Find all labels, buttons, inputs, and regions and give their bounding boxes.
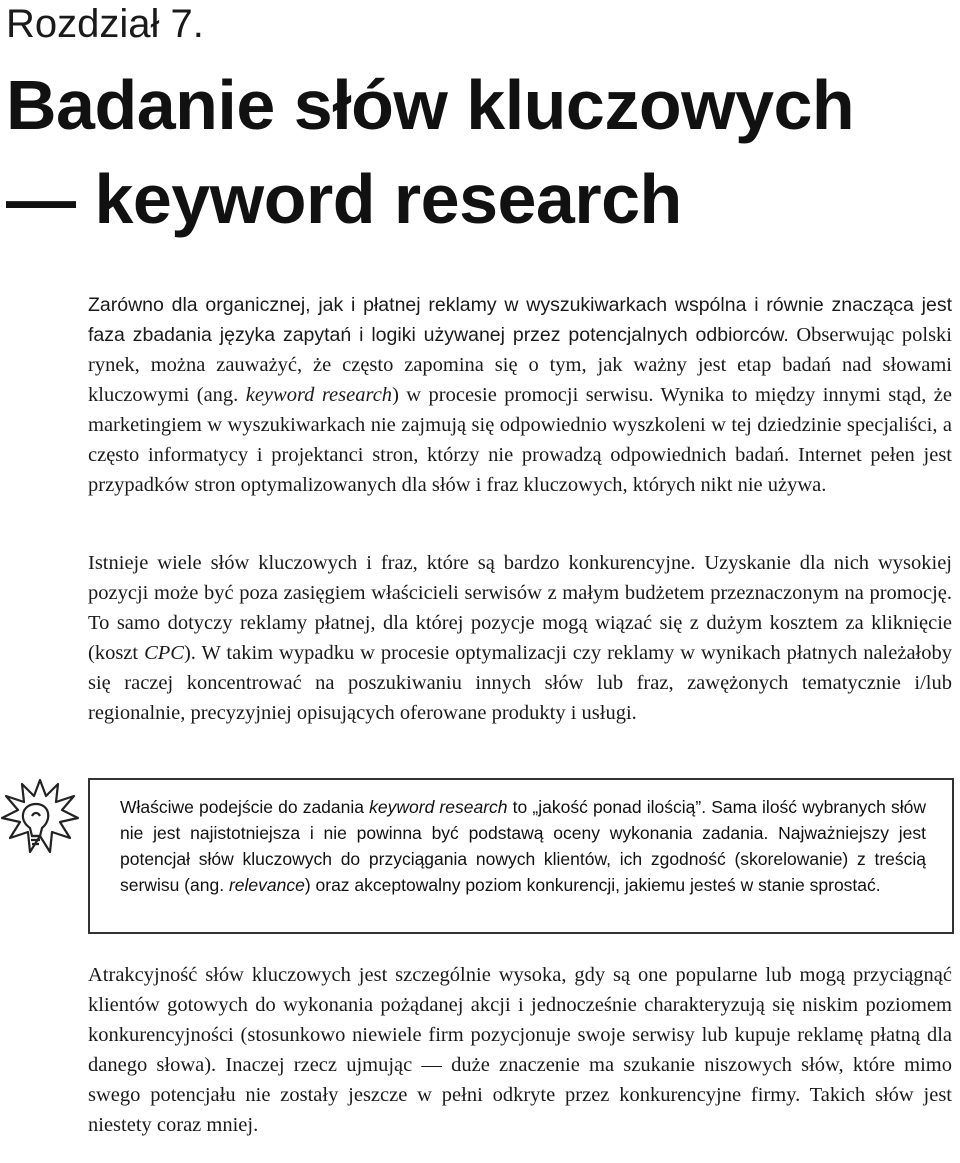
paragraph-intro-text: Obserwując polski rynek, można zauważyć, że często zapomina się o tym, jak ważny jest etap badań nad słowami kluczowymi (ang. — [88, 324, 952, 406]
paragraph-intro-sentence: Zarówno dla organicznej, jak i płatnej reklamy w wyszukiwarkach wspólna i równie znacząca jest faza zbadania języka zapytań i logiki używanej przez potencjalnych odbiorców. — [88, 294, 952, 346]
lightbulb-icon — [0, 776, 80, 860]
paragraph-intro-text-cont: ) w procesie promocji serwisu. Wynika to między innymi stąd, że marketingiem w wyszukiwarkach nie zajmują się odpowiednio wyszkoleni w tej dziedzinie specjaliści, a często informatycy i projektanci stron, którzy nie prowadzą odpowiednich badań. Internet pełen jest przypadków stron optymalizowanych dla słów i fraz kluczowych, których nikt nie używa. — [88, 384, 952, 496]
paragraph-intro — [88, 290, 952, 500]
paragraph-attractiveness: Atrakcyjność słów kluczowych jest szczególnie wysoka, gdy są one popularne lub mogą przyciągnąć klientów gotowych do wykonania pożądanej akcji i jednocześnie charakteryzują się niskim poziomem konkurencyjności (stosunkowo niewiele firm pozycjonuje swoje serwisy lub kupuje reklamę płatną dla danego słowa). Inaczej rzecz ujmując — duże znaczenie ma szukanie niszowych słów, które mimo swego potencjału nie zostały jeszcze w pełni odkryte przez konkurencyjne firmy. Takich słów jest niestety coraz mniej. — [88, 964, 952, 1136]
chapter-label: Rozdział 7. — [6, 2, 204, 46]
tip-term-relevance: relevance — [228, 875, 305, 895]
title-line-1: Badanie słów kluczowych — [6, 66, 855, 144]
paragraph-competition — [88, 548, 952, 728]
term-keyword-research: keyword research — [245, 384, 393, 406]
page-title — [6, 58, 854, 246]
tip-text-end: ) oraz akceptowalny poziom konkurencji, jakiemu jesteś w stanie sprostać. — [304, 875, 881, 895]
tip-text-cont: to „jakość ponad ilością”. Sama ilość wybranych słów nie jest najistotniejsza i nie powinna być podstawą oceny wykonania zadania. Najważniejszy jest potencjał słów kluczowych do przyciągania nowych klientów, ich zgodność (skorelowanie) z treścią serwisu (ang. — [120, 797, 926, 895]
tip-box — [88, 778, 954, 934]
paragraph-competition-text: Istnieje wiele słów kluczowych i fraz, które są bardzo konkurencyjne. Uzyskanie dla nich wysokiej pozycji może być poza zasięgiem właścicieli serwisów z małym budżetem przeznaczonym na promocję. To samo dotyczy reklamy płatnej, dla której pozycje mogą wiązać się z dużym kosztem za kliknięcie (koszt — [88, 552, 952, 664]
title-line-2: — keyword research — [6, 160, 682, 238]
term-cpc: CPC — [144, 642, 184, 664]
tip-term-keyword-research: keyword research — [369, 797, 508, 817]
paragraph-competition-text-cont: ). W takim wypadku w procesie optymalizacji czy reklamy w wynikach płatnych należałoby się raczej koncentrować na poszukiwaniu innych słów lub fraz, zawężonych tematycznie i/lub regionalnie, precyzyjniej opisujących oferowane produkty i usługi. — [88, 642, 952, 724]
tip-text: Właściwe podejście do zadania — [120, 797, 370, 817]
